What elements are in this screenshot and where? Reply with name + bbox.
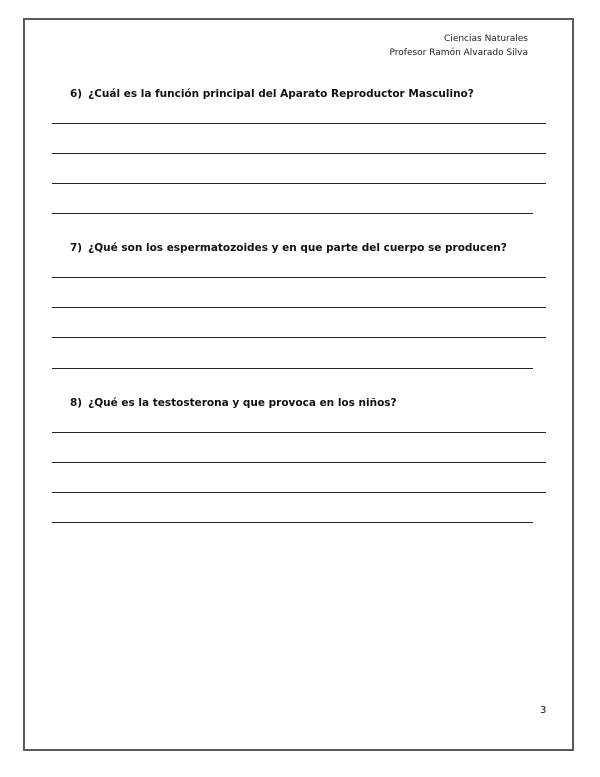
- answer-line[interactable]: [52, 277, 546, 278]
- answer-line[interactable]: [52, 462, 546, 463]
- question-number: 7): [70, 242, 83, 254]
- answer-line[interactable]: [52, 522, 533, 523]
- question-8: [70, 397, 397, 409]
- header-teacher: Profesor Ramón Alvarado Silva: [389, 48, 528, 58]
- answer-line[interactable]: [52, 307, 546, 308]
- answer-line[interactable]: [52, 183, 546, 184]
- question-text: ¿Qué es la testosterona y que provoca en los niños?: [88, 397, 397, 409]
- answer-line[interactable]: [52, 492, 546, 493]
- answer-line[interactable]: [52, 337, 546, 338]
- page-border: [23, 18, 574, 751]
- header-subject: Ciencias Naturales: [444, 34, 528, 44]
- question-text: ¿Cuál es la función principal del Aparato Reproductor Masculino?: [88, 88, 474, 100]
- question-number: 6): [70, 88, 83, 100]
- answer-line[interactable]: [52, 213, 533, 214]
- answer-line[interactable]: [52, 368, 533, 369]
- answer-line[interactable]: [52, 123, 546, 124]
- question-number: 8): [70, 397, 83, 409]
- answer-line[interactable]: [52, 153, 546, 154]
- question-6: [70, 88, 474, 100]
- answer-line[interactable]: [52, 432, 546, 433]
- question-7: [70, 242, 507, 254]
- question-text: ¿Qué son los espermatozoides y en que parte del cuerpo se producen?: [88, 242, 507, 254]
- page-number: 3: [540, 705, 547, 716]
